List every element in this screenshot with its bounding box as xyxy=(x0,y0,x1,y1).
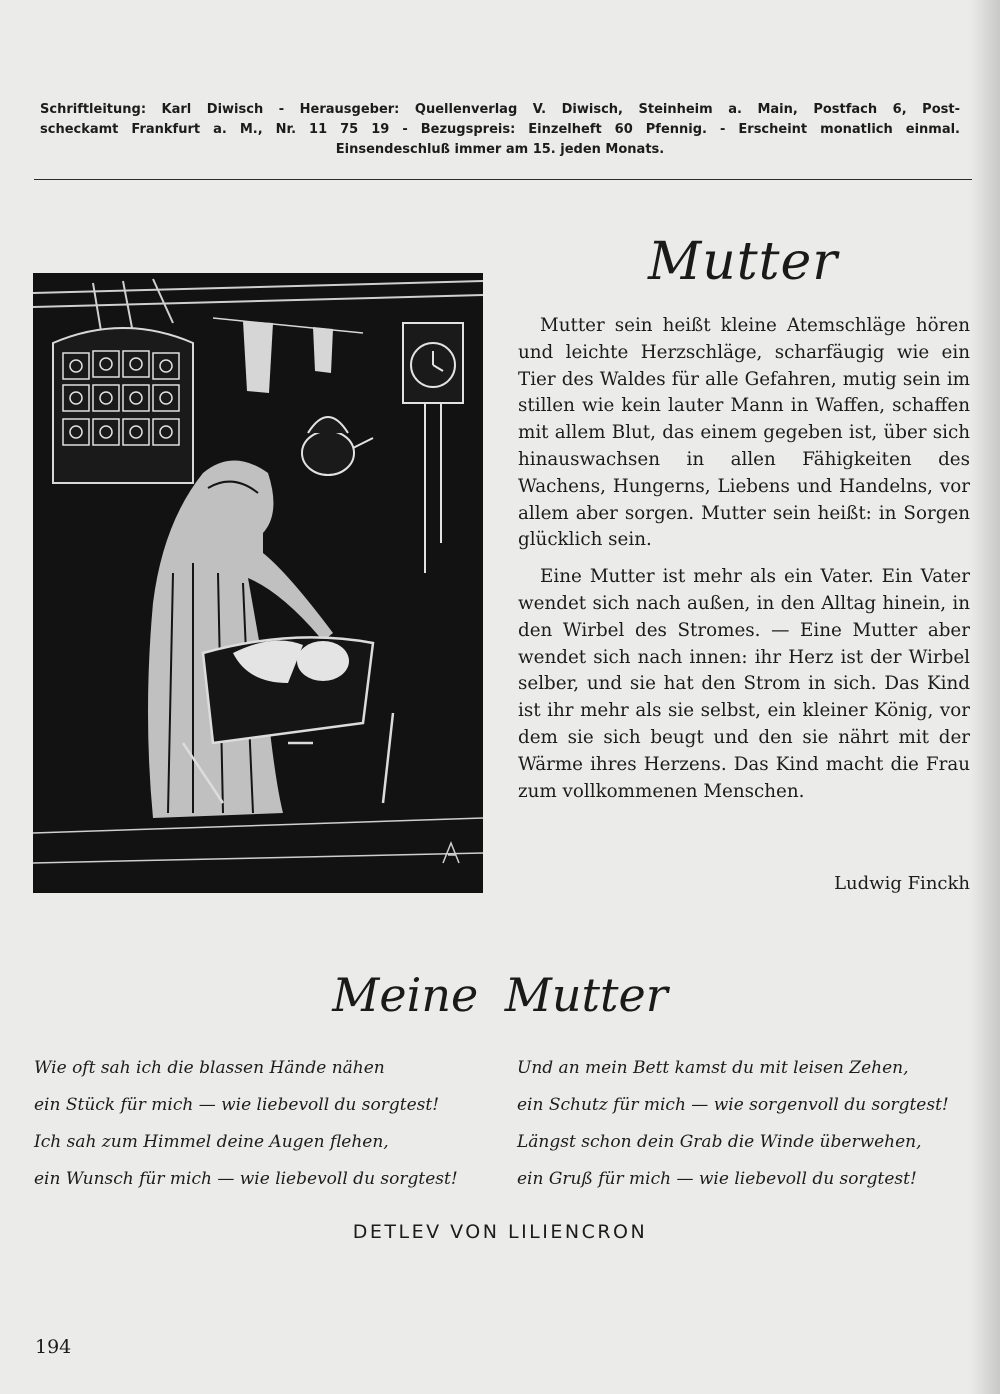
masthead-line-2: scheckamt Frankfurt a. M., Nr. 11 75 19 - Bezugspreis: Einzelheft 60 Pfennig. - Erscheint monatlich einmal. xyxy=(40,122,960,137)
poem-line: ein Wunsch für mich — wie liebevoll du sorgtest! xyxy=(34,1169,458,1189)
poem-stanza-right xyxy=(517,1050,949,1198)
header-divider xyxy=(34,179,972,180)
article-body xyxy=(518,313,970,805)
poem-author: DETLEV VON LILIENCRON xyxy=(352,1221,648,1243)
poem-line: Und an mein Bett kamst du mit leisen Zehen, xyxy=(517,1058,909,1078)
article-title: Mutter xyxy=(648,232,839,292)
poem-line: ein Gruß für mich — wie liebevoll du sorgtest! xyxy=(517,1169,917,1189)
masthead-line-3: Einsendeschluß immer am 15. jeden Monats. xyxy=(335,142,665,157)
poem-line: ein Stück für mich — wie liebevoll du sorgtest! xyxy=(34,1095,440,1115)
poem-stanza-left xyxy=(34,1050,458,1198)
poem-line: ein Schutz für mich — wie sorgenvoll du sorgtest! xyxy=(517,1095,949,1115)
poem-title-word-1: Meine xyxy=(332,968,479,1022)
poem-line: Wie oft sah ich die blassen Hände nähen xyxy=(34,1058,385,1078)
article-paragraph-1: Mutter sein heißt kleine Atemschläge hören und leichte Herzschläge, scharfäugig wie ein Tier des Waldes für alle Gefahren, mutig sein im stillen wie kein lauter Mann in Waffen, schaffen mit allem Blut, das einem gegeben ist, über sich hinauswachsen in allen Fähigkeiten des Wachens, Hungerns, Liebens und Handelns, vor allem aber sorgen. Mutter sein heißt: in Sorgen glücklich sein. xyxy=(518,315,970,551)
poem-title-word-2: Mutter xyxy=(504,968,668,1022)
poem-line: Ich sah zum Himmel deine Augen flehen, xyxy=(34,1132,389,1152)
masthead xyxy=(40,100,960,160)
poem-title xyxy=(0,968,1000,1022)
masthead-line-1: Schriftleitung: Karl Diwisch - Herausgeber: Quellenverlag V. Diwisch, Steinheim a. Main, Postfach 6, Post- xyxy=(40,102,960,117)
page-number: 194 xyxy=(35,1336,72,1358)
page-edge-shadow xyxy=(970,0,1000,1394)
article-paragraph-2: Eine Mutter ist mehr als ein Vater. Ein Vater wendet sich nach außen, in den Alltag hinein, in den Wirbel des Stromes. — Eine Mutter aber wendet sich nach innen: ihr Herz ist der Wirbel selber, und sie hat den Strom in sich. Das Kind ist ihr mehr als sie selbst, ein kleiner König, vor dem sie sich beugt und den sie nährt mit der Wärme ihres Herzens. Das Kind macht die Frau zum vollkommenen Menschen. xyxy=(518,566,970,802)
article-author: Ludwig Finckh xyxy=(834,873,970,894)
woodcut-mother-cradle-image xyxy=(33,273,483,893)
woodcut-illustration xyxy=(33,273,483,893)
poem-line: Längst schon dein Grab die Winde überwehen, xyxy=(517,1132,922,1152)
